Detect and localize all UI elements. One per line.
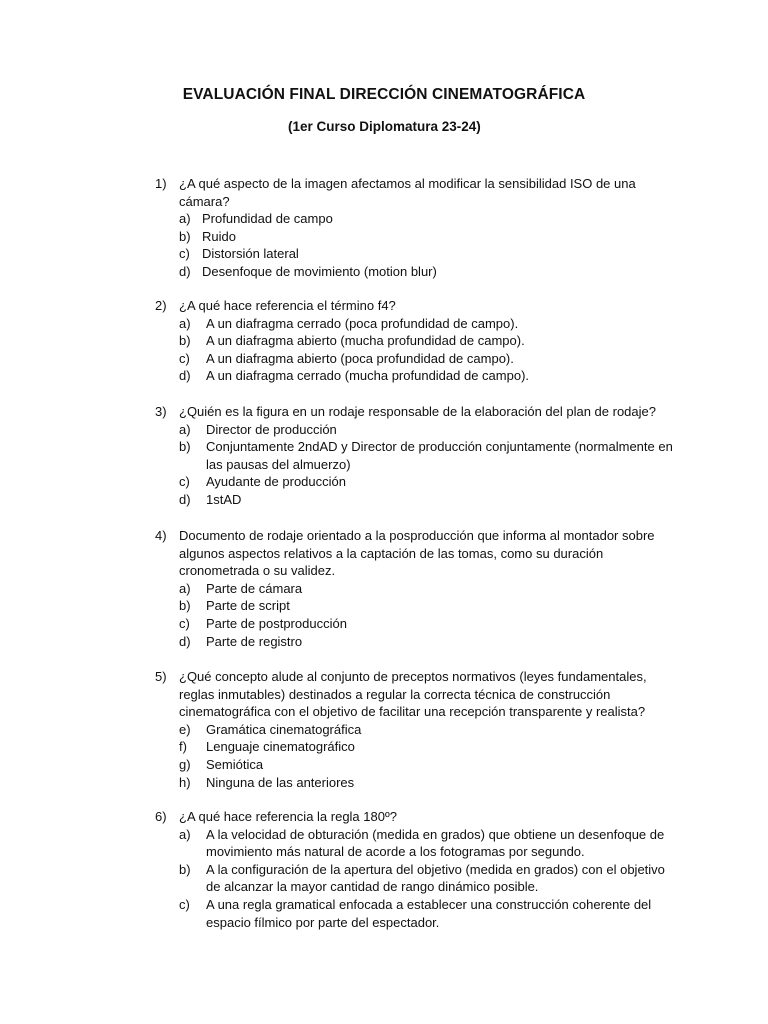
- option-text: A un diafragma abierto (poca profundidad de campo).: [206, 350, 514, 366]
- option-text: Distorsión lateral: [202, 246, 299, 262]
- option-item: [179, 332, 675, 350]
- option-item: [179, 597, 675, 615]
- option-list: [179, 580, 675, 650]
- question-text: ¿A qué aspecto de la imagen afectamos al modificar la sensibilidad ISO de una cámara?: [179, 176, 636, 209]
- option-letter: c): [179, 615, 190, 631]
- page-title: EVALUACIÓN FINAL DIRECCIÓN CINEMATOGRÁFICA: [182, 86, 586, 103]
- option-letter: e): [179, 721, 191, 737]
- option-item: [179, 580, 675, 598]
- option-text: Parte de cámara: [206, 580, 303, 596]
- option-item: [179, 861, 675, 896]
- option-item: [179, 438, 675, 473]
- option-text: Desenfoque de movimiento (motion blur): [202, 263, 437, 279]
- question-text: Documento de rodaje orientado a la posproducción que informa al montador sobre algunos aspectos relativos a la captación de las tomas, como su duración cronometrada o su validez.: [179, 528, 655, 579]
- option-letter: b): [179, 228, 191, 244]
- option-item: [179, 774, 675, 792]
- option-letter: b): [179, 439, 191, 455]
- option-list: [179, 210, 675, 280]
- option-item: [179, 721, 675, 739]
- option-text: Ruido: [202, 228, 236, 244]
- option-letter: b): [179, 333, 191, 349]
- option-list: [179, 826, 675, 932]
- option-letter: d): [179, 633, 191, 649]
- option-text: 1stAD: [206, 491, 242, 507]
- option-letter: d): [179, 491, 191, 507]
- question-number: 5): [155, 669, 167, 684]
- option-text: Gramática cinematográfica: [206, 721, 362, 737]
- option-letter: c): [179, 246, 190, 262]
- option-letter: c): [179, 474, 190, 490]
- option-letter: c): [179, 350, 190, 366]
- option-text: Ayudante de producción: [206, 474, 346, 490]
- question-3: [155, 403, 675, 509]
- option-item: [179, 473, 675, 491]
- option-item: [179, 245, 675, 263]
- option-letter: b): [179, 598, 191, 614]
- option-text: Lenguaje cinematográfico: [206, 739, 355, 755]
- option-text: Profundidad de campo: [202, 211, 333, 227]
- option-item: [179, 738, 675, 756]
- option-letter: g): [179, 756, 191, 772]
- option-item: [179, 615, 675, 633]
- option-text: A un diafragma cerrado (poca profundidad de campo).: [206, 315, 519, 331]
- option-item: [179, 756, 675, 774]
- option-letter: a): [179, 421, 191, 437]
- option-item: [179, 228, 675, 246]
- option-letter: b): [179, 861, 191, 877]
- question-1: [155, 175, 675, 281]
- option-text: A una regla gramatical enfocada a establecer una construcción coherente del espacio fílmico por parte del espectador.: [206, 896, 652, 930]
- option-letter: d): [179, 263, 191, 279]
- option-letter: a): [179, 315, 191, 331]
- option-text: A un diafragma cerrado (mucha profundidad de campo).: [206, 368, 530, 384]
- option-item: [179, 491, 675, 509]
- option-item: [179, 210, 675, 228]
- option-text: Director de producción: [206, 421, 337, 437]
- option-item: [179, 896, 675, 931]
- option-text: Ninguna de las anteriores: [206, 774, 355, 790]
- question-number: 4): [155, 528, 167, 543]
- question-6: [155, 808, 675, 931]
- question-2: [155, 297, 675, 385]
- option-text: Conjuntamente 2ndAD y Director de producción conjuntamente (normalmente en las pausas del almuerzo): [206, 439, 673, 472]
- option-item: [179, 350, 675, 368]
- option-item: [179, 826, 675, 861]
- option-letter: h): [179, 774, 191, 790]
- option-text: A la configuración de la apertura del objetivo (medida en grados) con el objetivo de alcanzar la mayor cantidad de rango dinámico posible.: [206, 861, 665, 895]
- option-list: [179, 721, 675, 791]
- option-item: [179, 421, 675, 439]
- page-subtitle: (1er Curso Diplomatura 23-24): [288, 119, 481, 134]
- option-item: [179, 263, 675, 281]
- question-text: ¿Qué concepto alude al conjunto de preceptos normativos (leyes fundamentales, reglas inmutables) destinados a regular la correcta técnica de construcción cinematográfica con el objetivo de facilitar una recepción transparente y realista?: [179, 669, 647, 720]
- question-4: [155, 527, 675, 650]
- option-text: Parte de script: [206, 598, 290, 614]
- option-letter: a): [179, 580, 191, 596]
- option-letter: a): [179, 211, 191, 227]
- question-number: 2): [155, 298, 167, 313]
- option-item: [179, 315, 675, 333]
- option-item: [179, 367, 675, 385]
- question-text: ¿A qué hace referencia el término f4?: [179, 298, 396, 313]
- option-letter: c): [179, 896, 190, 912]
- question-number: 3): [155, 404, 167, 419]
- option-item: [179, 633, 675, 651]
- question-text: ¿Quién es la figura en un rodaje responsable de la elaboración del plan de rodaje?: [179, 404, 656, 419]
- option-text: A un diafragma abierto (mucha profundidad de campo).: [206, 333, 525, 349]
- option-list: [179, 421, 675, 509]
- option-text: Parte de registro: [206, 633, 303, 649]
- option-list: [179, 315, 675, 385]
- option-letter: d): [179, 368, 191, 384]
- question-number: 6): [155, 809, 167, 824]
- option-letter: f): [179, 739, 187, 755]
- option-text: Semiótica: [206, 756, 264, 772]
- option-letter: a): [179, 826, 191, 842]
- option-text: Parte de postproducción: [206, 615, 347, 631]
- question-number: 1): [155, 176, 167, 191]
- question-text: ¿A qué hace referencia la regla 180º?: [179, 809, 397, 824]
- question-5: [155, 668, 675, 791]
- option-text: A la velocidad de obturación (medida en grados) que obtiene un desenfoque de movimiento más natural de acorde a los fotogramas por segundo.: [206, 826, 665, 860]
